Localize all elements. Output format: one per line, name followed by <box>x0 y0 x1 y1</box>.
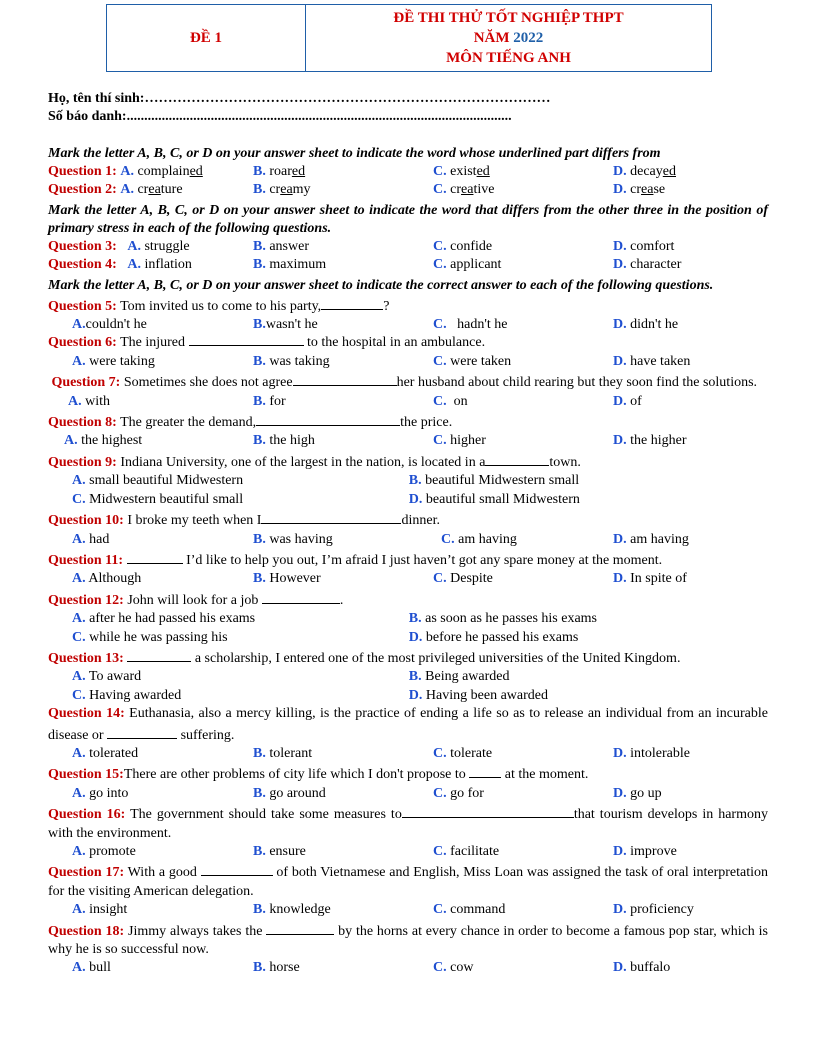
question-7-options: A. with B. for C. on D. of <box>68 393 642 409</box>
question-6-options: A. were taking B. was taking C. were taken D. have taken <box>72 353 691 369</box>
candidate-info <box>48 90 768 126</box>
instruction-stress: Mark the letter A, B, C, or D on your answer sheet to indicate the word that differs from the other three in the position of primary stress in each of the following questions. <box>48 202 768 236</box>
exam-title <box>306 5 711 71</box>
question-17-options: A. insight B. knowledge C. command D. proficiency <box>72 902 694 918</box>
question-5-stem: Question 5: Tom invited us to come to his party, ? <box>48 295 768 316</box>
question-5-options: A.couldn't he B.wasn't he C. hadn't he D. didn't he <box>72 317 679 333</box>
question-2: Question 2: A. creature B. creamy C. creative D. crease <box>48 182 666 198</box>
exam-code: ĐỀ 1 <box>107 5 306 71</box>
question-10-options: A. had B. was having C. am having D. am having <box>72 531 689 547</box>
question-8-options: A. the highest B. the high C. higher D. the higher <box>64 433 687 449</box>
title-line-3: MÔN TIẾNG ANH <box>446 50 571 66</box>
question-1: Question 1: A. complained B. roared C. existed D. decayed <box>48 164 676 179</box>
question-11-stem: Question 11: I’d like to help you out, I’m afraid I just haven’t got any spare money at the moment. <box>48 549 768 570</box>
instruction-grammar: Mark the letter A, B, C, or D on your answer sheet to indicate the correct answer to each of the following questions. <box>48 277 714 293</box>
title-line-1: ĐỀ THI THỬ TỐT NGHIỆP THPT <box>393 10 624 26</box>
candidate-name-field[interactable]: Họ, tên thí sinh:…………………………………………………………………………… <box>48 91 551 106</box>
exam-header <box>106 4 712 72</box>
question-6-stem: Question 6: The injured to the hospital in an ambulance. <box>48 335 486 351</box>
question-13-options-ab: A. To award B. Being awarded <box>72 669 510 685</box>
question-16-options: A. promote B. ensure C. facilitate D. improve <box>72 844 677 859</box>
question-15-stem: Question 15:There are other problems of city life which I don't propose to at the moment. <box>48 763 768 784</box>
question-14-stem: Question 14: Euthanasia, also a mercy killing, is the practice of ending a life so as to release an individual from an incurable disease or suffering. <box>48 706 769 743</box>
question-11-options: A. Although B. However C. Despite D. In spite of <box>72 571 687 587</box>
candidate-id-field[interactable]: Số báo danh:.............................................................................................................. <box>48 109 512 124</box>
question-16-stem: Question 16: The government should take some measures to that tourism develops in harmony with the environment. <box>48 803 768 843</box>
question-13-stem: Question 13: a scholarship, I entered one of the most privileged universities of the United Kingdom. <box>48 647 768 668</box>
question-9-options-cd: C. Midwestern beautiful small D. beautiful small Midwestern <box>72 491 580 507</box>
question-12-options-cd: C. while he was passing his D. before he passed his exams <box>72 629 579 645</box>
question-17-stem: Question 17: With a good of both Vietnamese and English, Miss Loan was assigned the task of oral interpretation for the visiting American delegation. <box>48 861 768 901</box>
question-15-options: A. go into B. go around C. go for D. go up <box>72 785 662 801</box>
question-3: Question 3: A. struggle B. answer C. confide D. comfort <box>48 238 675 254</box>
question-7-stem: Question 7: Sometimes she does not agree her husband about child rearing but they soon find the solutions. <box>48 371 768 392</box>
question-9-options-ab: A. small beautiful Midwestern B. beautiful Midwestern small <box>72 473 580 489</box>
question-12-options-ab: A. after he had passed his exams B. as soon as he passes his exams <box>72 611 598 627</box>
instruction-pronunciation: Mark the letter A, B, C, or D on your answer sheet to indicate the word whose underlined part differs from <box>48 146 661 161</box>
question-18-stem: Question 18: Jimmy always takes the by the horns at every chance in order to become a famous pop star, which is why he is so successful now. <box>48 920 768 960</box>
question-10-stem: Question 10: I broke my teeth when I dinner. <box>48 509 768 530</box>
question-12-stem: Question 12: John will look for a job . <box>48 589 768 610</box>
title-line-2: NĂM 2022 <box>473 30 544 46</box>
question-13-options-cd: C. Having awarded D. Having been awarded <box>72 687 548 703</box>
question-14-options: A. tolerated B. tolerant C. tolerate D. intolerable <box>72 745 690 761</box>
question-18-options: A. bull B. horse C. cow D. buffalo <box>72 960 671 976</box>
exam-page <box>48 4 768 978</box>
question-8-stem: Question 8: The greater the demand, the price. <box>48 411 768 432</box>
question-4: Question 4: A. inflation B. maximum C. applicant D. character <box>48 257 682 273</box>
question-9-stem: Question 9: Indiana University, one of the largest in the nation, is located in a town. <box>48 451 768 472</box>
